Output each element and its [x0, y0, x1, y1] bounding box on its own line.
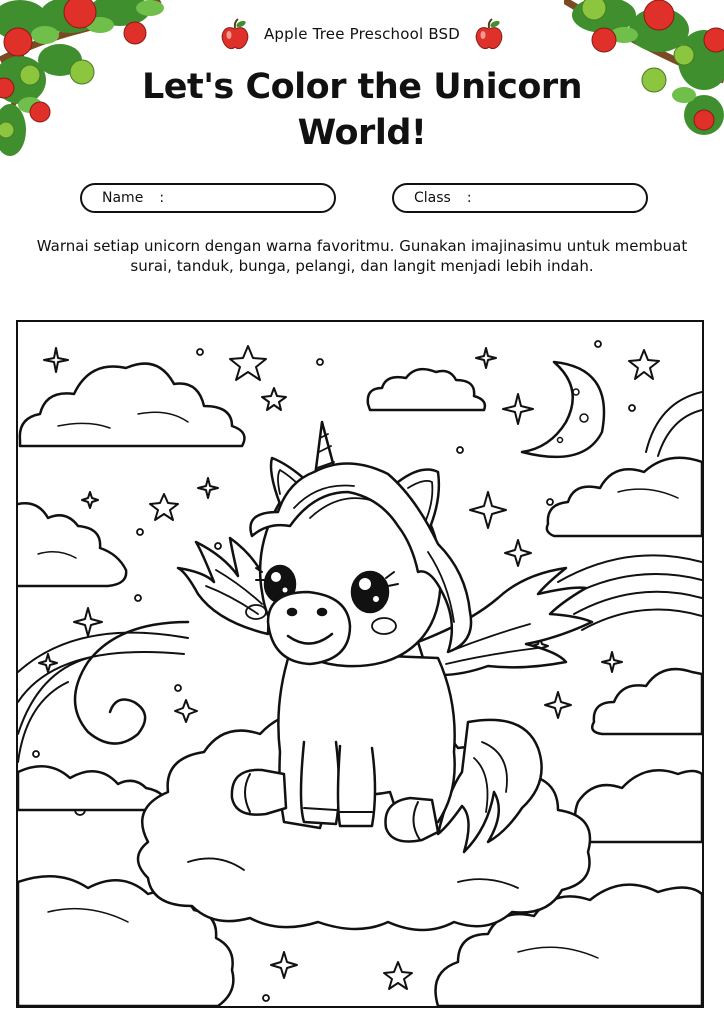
coloring-frame [16, 320, 704, 1008]
title-line-1: Let's Color the Unicorn [141, 67, 583, 107]
unicorn-leg-left [301, 742, 339, 824]
class-label: Class [414, 190, 451, 206]
instructions-text: Warnai setiap unicorn dengan warna favoritmu. Gunakan imajinasimu untuk membuat surai, tanduk, bunga, pelangi, dan langit menjadi lebih indah. [36, 237, 688, 275]
name-separator: : [159, 190, 165, 206]
school-header [0, 16, 724, 52]
unicorn-leg-right [338, 746, 375, 826]
cloud-left-mid [18, 503, 126, 586]
cloud-right-lower [592, 669, 702, 734]
apple-icon [474, 18, 504, 50]
name-label: Name [102, 190, 144, 206]
class-separator: : [466, 190, 472, 206]
apple-icon [220, 18, 250, 50]
class-field[interactable] [392, 183, 648, 213]
unicorn-back-leg-left [232, 770, 286, 815]
cloud-right-mid [547, 458, 702, 536]
school-name: Apple Tree Preschool BSD [263, 25, 461, 43]
page-title [0, 64, 724, 156]
unicorn-eye-right [352, 572, 388, 612]
unicorn-back-leg-right [386, 798, 439, 842]
title-line-2: World! [297, 113, 427, 153]
unicorn-coloring-illustration [18, 322, 702, 1006]
cloud-top-center [368, 369, 485, 410]
unicorn-muzzle [268, 592, 350, 664]
cloud-right-base [575, 770, 702, 842]
wind-swirl-left [75, 622, 188, 744]
name-field[interactable] [80, 183, 336, 213]
cloud-top-left [20, 364, 245, 446]
moon [522, 362, 604, 457]
cloud-bottom-left [18, 766, 168, 810]
